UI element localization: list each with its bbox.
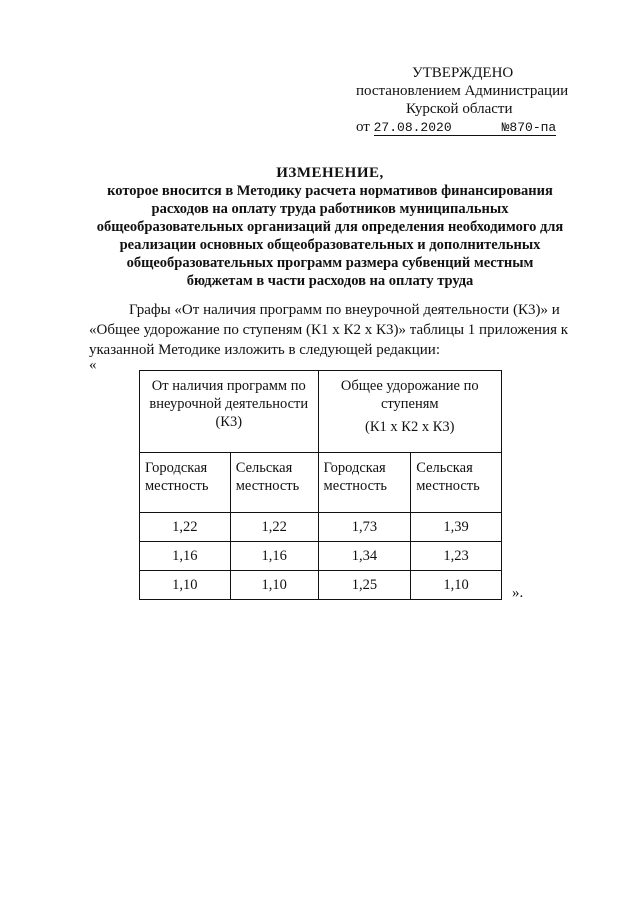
subheader-cell: Городская местность: [318, 453, 411, 513]
heading-subtitle-line: бюджетам в части расходов на оплату труда: [186, 273, 474, 289]
closing-quote: ».: [512, 585, 524, 601]
table-cell: 1,34: [318, 542, 411, 571]
table-cell: 1,16: [230, 542, 318, 571]
body-line: Графы «От наличия программ по внеурочной деятельности (К3)» и: [129, 302, 560, 318]
group-header-line: От наличия программ по: [151, 378, 306, 394]
heading-subtitle-line: общеобразовательных организаций для определения необходимого для: [96, 219, 564, 235]
approval-date: 27.08.2020: [373, 120, 452, 135]
approval-line-2: Курской области: [406, 101, 513, 117]
table-cell: 1,10: [411, 571, 502, 600]
table-row: [140, 571, 502, 600]
opening-quote: «: [89, 357, 97, 373]
table-cell: 1,23: [411, 542, 502, 571]
group-header-line: ступеням: [380, 396, 439, 412]
group-header-k3: [140, 371, 319, 453]
coefficients-table: [139, 370, 502, 600]
approval-title: УТВЕРЖДЕНО: [412, 65, 514, 81]
group-header-line: внеурочной деятельности: [149, 396, 309, 412]
table-cell: 1,22: [140, 513, 231, 542]
table-cell: 1,73: [318, 513, 411, 542]
body-line: «Общее удорожание по ступеням (К1 х К2 х К3)» таблицы 1 приложения к: [89, 322, 569, 338]
group-header-line: Общее удорожание по: [340, 378, 479, 394]
group-header-line: (К1 х К2 х К3): [365, 419, 455, 435]
subheader-cell: Сельская местность: [411, 453, 502, 513]
table-row: [140, 542, 502, 571]
table-cell: 1,25: [318, 571, 411, 600]
group-header-line: (К3): [215, 414, 243, 430]
table-cell: 1,16: [140, 542, 231, 571]
approval-date-prefix: от: [356, 119, 370, 135]
table-cell: 1,22: [230, 513, 318, 542]
heading-title: ИЗМЕНЕНИЕ,: [276, 165, 384, 181]
table-cell: 1,10: [140, 571, 231, 600]
heading-subtitle-line: расходов на оплату труда работников муниципальных: [151, 201, 509, 217]
approval-date-line: [340, 118, 580, 136]
approval-line-1: постановлением Администрации: [356, 83, 569, 99]
body-line: указанной Методике изложить в следующей редакции:: [89, 342, 440, 358]
table-cell: 1,39: [411, 513, 502, 542]
heading-subtitle-line: общеобразовательных программ размера субвенций местным: [126, 255, 534, 271]
table-subheader-row: [140, 453, 502, 513]
body-paragraph: [89, 300, 580, 360]
document-heading: [60, 164, 600, 290]
subheader-cell: Сельская местность: [230, 453, 318, 513]
subheader-cell: Городская местность: [140, 453, 231, 513]
table-group-header-row: [140, 371, 502, 453]
heading-subtitle-line: которое вносится в Методику расчета нормативов финансирования: [107, 183, 553, 199]
table-row: [140, 513, 502, 542]
approval-stamp: [340, 64, 580, 136]
approval-number: №870-па: [501, 120, 557, 135]
group-header-total: [318, 371, 501, 453]
table-cell: 1,10: [230, 571, 318, 600]
heading-subtitle-line: реализации основных общеобразовательных и дополнительных: [119, 237, 541, 253]
